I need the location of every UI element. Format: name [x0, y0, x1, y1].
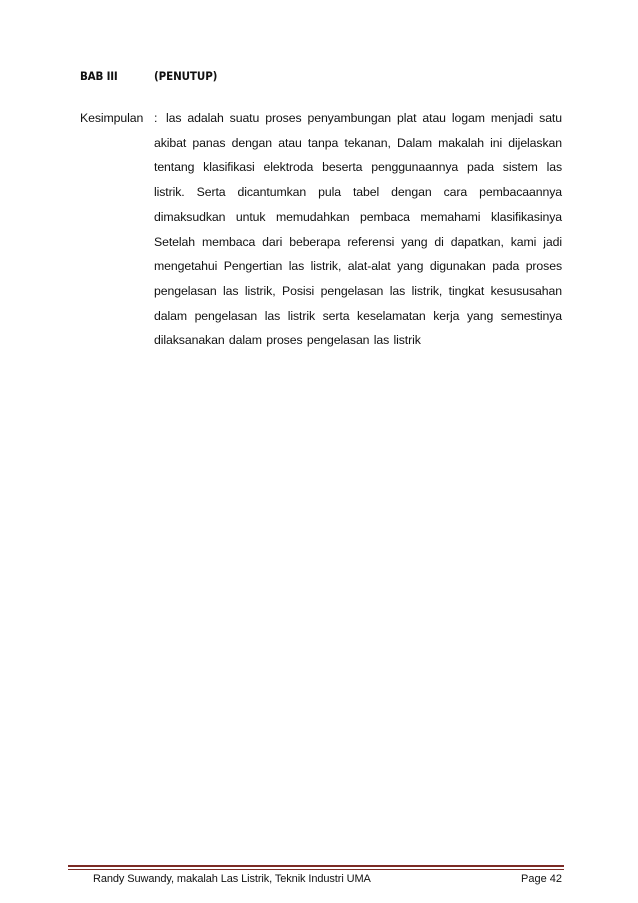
chapter-number: BAB III [80, 69, 118, 83]
footer-author-text: Randy Suwandy, makalah Las Listrik, Teknik Industri UMA [93, 873, 371, 885]
conclusion-colon: : [154, 111, 158, 125]
page-number: Page 42 [521, 873, 562, 885]
chapter-heading [80, 69, 560, 89]
footer-rule-thin [68, 869, 564, 870]
footer-rule [68, 865, 564, 867]
chapter-title: (PENUTUP) [154, 69, 218, 83]
conclusion-label: Kesimpulan [80, 111, 144, 125]
conclusion-paragraph: las adalah suatu proses penyambungan plat atau logam menjadi satu akibat panas dengan atau tanpa tekanan, Dalam makalah ini dijelaskan tentang klasifikasi elektroda beserta penggunaannya pada sistem las listrik. Serta dicantumkan pula tabel dengan cara pembacaannya dimaksudkan untuk memudahkan pembaca memahami klasifikasinya Setelah membaca dari beberapa referensi yang di dapatkan, kami jadi mengetahui Pengertian las listrik, alat-alat yang digunakan pada proses pengelasan las listrik, Posisi pengelasan las listrik, tingkat kesususahan dalam pengelasan las listrik serta keselamatan kerja yang semestinya dilaksanakan dalam proses pengelasan las listrik [154, 111, 562, 348]
